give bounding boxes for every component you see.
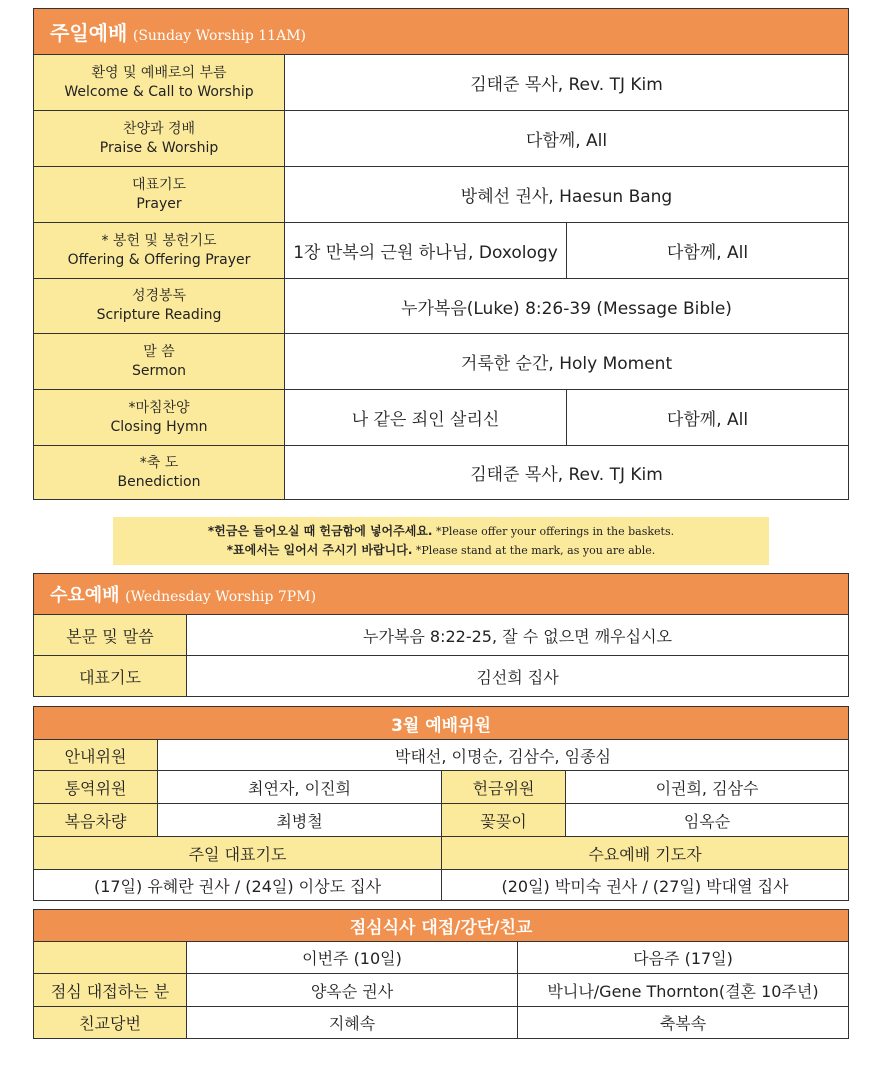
usher-value: 박태선, 이명순, 김삼수, 임종심 [158,740,849,771]
flower-value: 임옥순 [566,804,849,837]
fellowship-duty-label: 친교당번 [34,1007,187,1039]
order-label-en: Prayer [136,195,182,212]
table-row [34,615,849,656]
table-row [34,837,849,870]
order-label [34,55,285,111]
wednesday-worship-section [33,573,848,697]
wednesday-subtitle: (Wednesday Worship 7PM) [125,589,317,605]
order-label-en: Sermon [131,362,187,379]
sunday-subtitle: (Sunday Worship 11AM) [132,28,306,44]
order-value: 김태준 목사, Rev. TJ Kim [285,55,849,111]
worship-committee-section [33,706,848,901]
order-label-en: Benediction [117,473,201,490]
lunch-title: 점심식사 대접/강단/친교 [34,910,849,942]
table-row [34,111,849,167]
lunch-host-this-week: 양옥순 권사 [187,974,518,1007]
order-label [34,446,285,500]
order-label-ko: * 봉헌 및 봉헌기도 [101,232,217,249]
order-value-secondary: 다함께, All [567,390,849,446]
interpreter-label: 통역위원 [34,771,158,804]
order-label-ko: *축 도 [139,454,179,471]
order-value-secondary: 다함께, All [567,223,849,279]
order-value: 다함께, All [285,111,849,167]
order-label [34,334,285,390]
order-label-ko: 대표기도 [131,176,187,193]
order-value: 1장 만복의 근원 하나님, Doxology [285,223,567,279]
notice-line-2 [113,541,769,560]
order-label-ko: 말 씀 [143,343,175,360]
order-value: 방혜선 권사, Haesun Bang [285,167,849,223]
order-label-en: Offering & Offering Prayer [67,251,251,268]
notice-line-1-en: *Please offer your offerings in the baskets. [432,525,675,538]
table-row [34,390,849,446]
wednesday-title: 수요예배 [50,585,120,606]
wednesday-label: 본문 및 말씀 [34,615,187,656]
table-row [34,167,849,223]
order-label-en: Praise & Worship [99,139,219,156]
order-value: 누가복음(Luke) 8:26-39 (Message Bible) [285,279,849,334]
table-row [34,55,849,111]
sunday-prayer-value: (17일) 유혜란 권사 / (24일) 이상도 집사 [34,870,442,901]
notice-line-2-en: *Please stand at the mark, as you are able. [412,544,656,557]
notice-line-1-ko: *헌금은 들어오실 때 헌금함에 넣어주세요. [207,524,433,538]
lunch-fellowship-section [33,909,848,1039]
fellowship-duty-this-week: 지혜속 [187,1007,518,1039]
table-row [34,656,849,697]
order-value: 나 같은 죄인 살리신 [285,390,567,446]
vehicle-value: 최병철 [158,804,442,837]
committee-title: 3월 예배위원 [34,707,849,740]
usher-label: 안내위원 [34,740,158,771]
interpreter-value: 최연자, 이진희 [158,771,442,804]
notice-line-1 [113,522,769,541]
fellowship-duty-next-week: 축복속 [518,1007,849,1039]
next-week-header: 다음주 (17일) [518,942,849,974]
sunday-prayer-label: 주일 대표기도 [34,837,442,870]
sunday-worship-section [33,8,848,500]
order-label [34,167,285,223]
order-label-en: Closing Hymn [110,418,208,435]
wednesday-label: 대표기도 [34,656,187,697]
table-row [34,870,849,901]
order-label [34,390,285,446]
offering-committee-label: 헌금위원 [442,771,566,804]
wednesday-worship-header [34,574,849,615]
table-row [34,446,849,500]
order-value: 거룩한 순간, Holy Moment [285,334,849,390]
order-label-ko: 성경봉독 [131,288,187,304]
order-label-en: Welcome & Call to Worship [64,83,254,100]
order-label-ko: *마침찬양 [128,399,190,416]
order-label-ko: 찬양과 경배 [122,120,196,137]
sunday-worship-header [34,9,849,55]
sunday-title: 주일예배 [50,21,128,45]
table-row [34,804,849,837]
order-label [34,223,285,279]
table-row [34,279,849,334]
table-row [34,942,849,974]
order-value: 김태준 목사, Rev. TJ Kim [285,446,849,500]
empty-corner-cell [34,942,187,974]
lunch-host-next-week: 박니나/Gene Thornton(결혼 10주년) [518,974,849,1007]
this-week-header: 이번주 (10일) [187,942,518,974]
vehicle-label: 복음차량 [34,804,158,837]
table-row [34,223,849,279]
order-label-en: Scripture Reading [96,307,222,323]
order-label [34,111,285,167]
table-row [34,1007,849,1039]
wednesday-value: 김선희 집사 [187,656,849,697]
wednesday-prayer-value: (20일) 박미숙 권사 / (27일) 박대열 집사 [442,870,849,901]
table-row [34,974,849,1007]
flower-label: 꽃꽂이 [442,804,566,837]
wednesday-prayer-label: 수요예배 기도자 [442,837,849,870]
table-row [34,771,849,804]
order-label-ko: 환영 및 예배로의 부름 [91,64,227,81]
offering-committee-value: 이권희, 김삼수 [566,771,849,804]
offering-notice [113,517,769,565]
order-label [34,279,285,334]
lunch-host-label: 점심 대접하는 분 [34,974,187,1007]
notice-line-2-ko: *표에서는 일어서 주시기 바랍니다. [226,543,413,557]
table-row [34,740,849,771]
table-row [34,334,849,390]
wednesday-value: 누가복음 8:22-25, 잘 수 없으면 깨우십시오 [187,615,849,656]
